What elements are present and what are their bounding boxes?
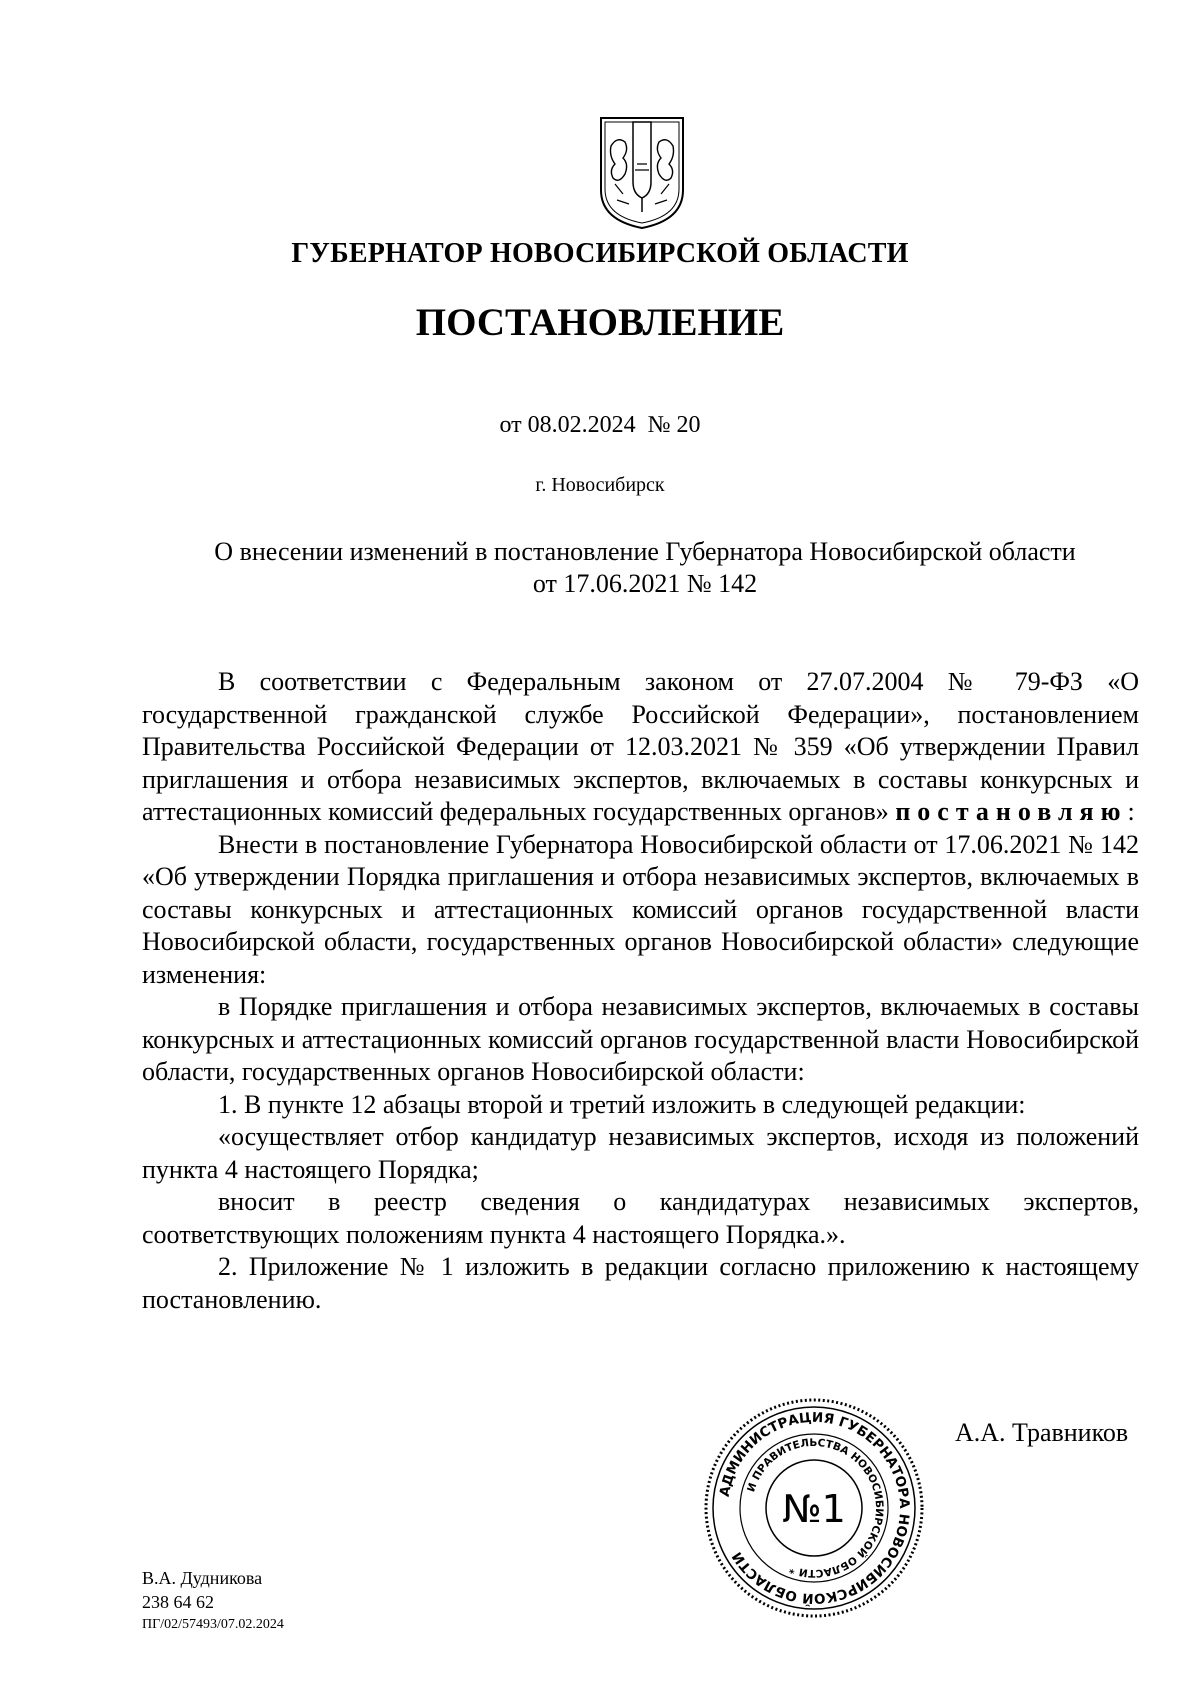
document-number: № 20 [647,412,701,438]
paragraph-item-1: 1. В пункте 12 абзацы второй и третий изложить в следующей редакции: [218,1089,1026,1119]
city: г. Новосибирск [535,474,665,496]
signatory-name: А.А. Травников [955,1418,1129,1447]
executor-name: В.А. Дудникова [142,1568,263,1588]
paragraph-quote-2: вносит в реестр сведения о кандидатурах независимых экспертов, соответствующих положениям пункта 4 настоящего Порядка.». [142,1187,1139,1249]
document-body [142,666,1139,1316]
paragraph-item-2: 2. Приложение № 1 изложить в редакции согласно приложению к настоящему постановлению. [142,1252,1139,1314]
subject-line-1: О внесении изменений в постановление Губернатора Новосибирской области [214,537,1076,566]
executor-block [142,1566,262,1614]
subject-line-2: от 17.06.2021 № 142 [532,569,758,598]
document-subject [150,536,1140,600]
seal-center-text: №1 [782,1487,846,1531]
preamble-text: В соответствии с Федеральным законом от 27.07.2004 № 79-ФЗ «О государственной гражданской службе Российской Федерации», постановлением Правительства Российской Федерации от 12.03.2021 № 359 «Об утверждении Правил приглашения и отбора независимых экспертов, включаемых в составы конкурсных и аттестационных комиссий федеральных государственных органов» [142,667,1139,826]
document-date: от 08.02.2024 [499,412,636,438]
seal-outer-text: АДМИНИСТРАЦИЯ ГУБЕРНАТОРА НОВОСИБИРСКОЙ ОБЛАСТИ [716,1409,913,1607]
registration-number: ПГ/02/57493/07.02.2024 [142,1617,284,1632]
paragraph-preamble [142,666,1139,829]
document-type: ПОСТАНОВЛЕНИЕ [415,301,785,344]
document-date-line [0,412,1200,439]
seal-inner-text: И ПРАВИТЕЛЬСТВА НОВОСИБИРСКОЙ ОБЛАСТИ * [745,1436,886,1580]
decree-word: постановляю [895,797,1128,826]
preamble-colon: : [1127,797,1135,826]
paragraph-procedure: в Порядке приглашения и отбора независимых экспертов, включаемых в составы конкурсных и аттестационных комиссий органов государственной власти Новосибирской области, государственных органов Новосибирской области: [142,992,1139,1086]
coat-of-arms-icon [595,112,689,232]
paragraph-amend: Внести в постановление Губернатора Новосибирской области от 17.06.2021 № 142 «Об утверждении Порядка приглашения и отбора независимых экспертов, включаемых в составы конкурсных и аттестационных комиссий органов государственной власти Новосибирской области, государственных органов Новосибирской области» следующие изменения: [142,829,1139,989]
executor-phone: 238 64 62 [142,1592,214,1612]
organization-name: ГУБЕРНАТОР НОВОСИБИРСКОЙ ОБЛАСТИ [291,238,909,269]
paragraph-quote-1: «осуществляет отбор кандидатур независимых экспертов, исходя из положений пункта 4 настоящего Порядка; [142,1122,1139,1184]
official-seal [702,1396,926,1620]
